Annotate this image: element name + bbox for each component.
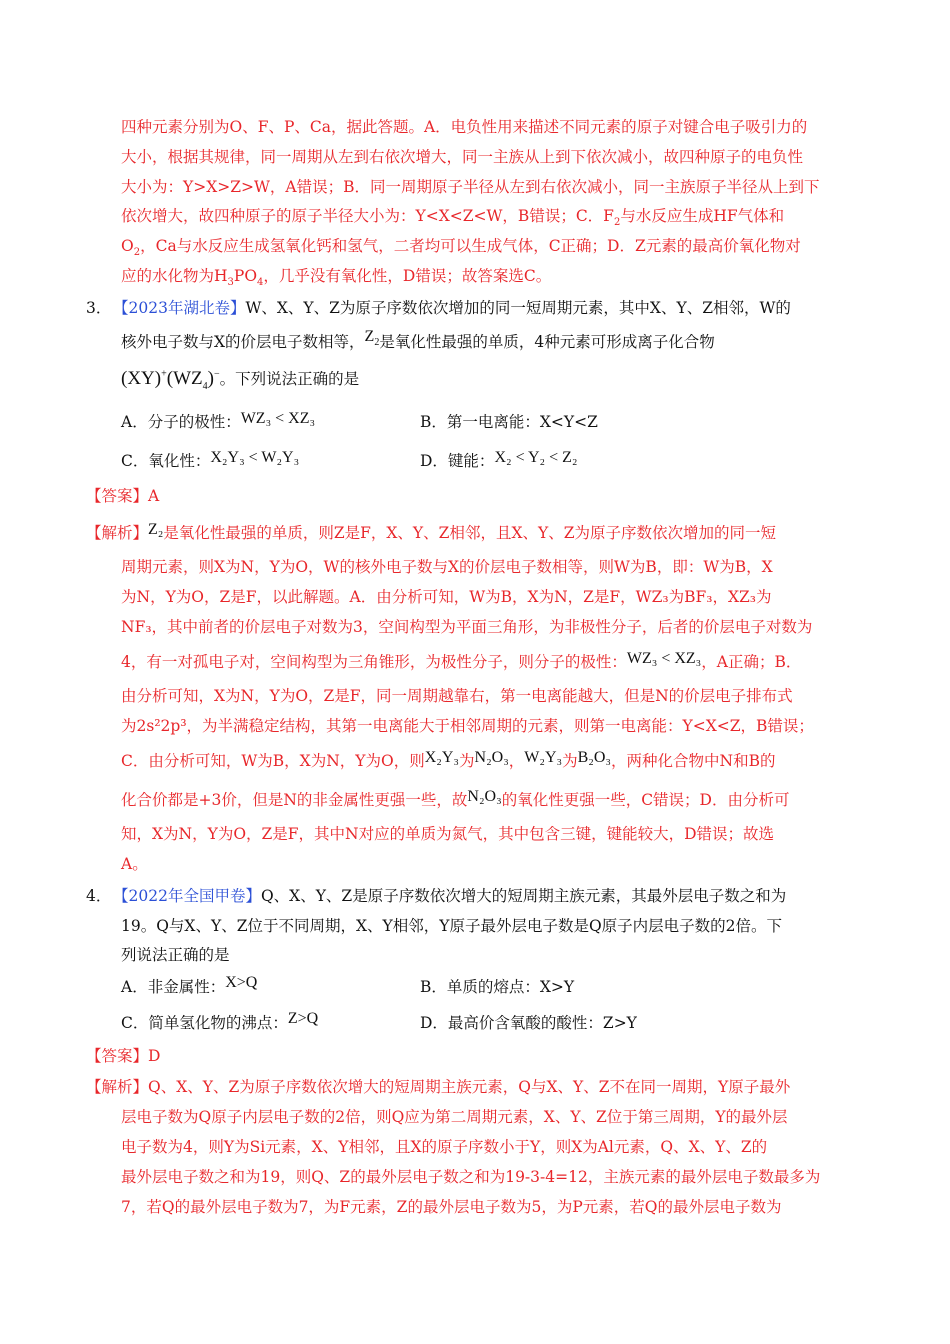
q4-analysis-line-1: 【解析】Q、X、Y、Z为原子序数依次增大的短周期主族元素，Q与X、Y、Z不在同一周期，Y原子最外 [86,1078,791,1096]
q4-answer: 【答案】D [86,1047,161,1065]
top-explanation-line-2: 大小，根据其规律，同一周期从左到右依次增大，同一主族从上到下依次减小，故四种原子的电负性 [121,148,804,166]
q3-analysis-line-6: 由分析可知，X为N，Y为O，Z是F，同一周期越靠右，第一电离能越大，但是N的价层电子排布式 [121,687,793,705]
q4-number: 4． [86,887,112,905]
top-explanation-line-6: 应的水化物为$H_3PO_4$，几乎没有氧化性，D错误；故答案选C。 [121,267,552,289]
q4-option-d: D．最高价含氧酸的酸性：Z>Y [420,1014,637,1032]
q3-stem-line-2: 核外电子数与X的价层电子数相等，$Z_2$是氧化性最强的单质，4种元素可形成离子化合物 [121,328,715,351]
q4-analysis-line-3: 电子数为4，则Y为Si元素，X、Y相邻，且X的原子序数小于Y，则X为Al元素，Q、X、Y、Z的 [121,1138,768,1156]
q3-analysis-line-3: 为N，Y为O，Z是F，以此解题。A．由分析可知，W为B，X为N，Z是F，WZ₃为BF₃，XZ₃为 [121,588,772,606]
q3-analysis-line-9: 化合价都是+3价，但是N的非金属性更强一些，故N₂O₃的氧化性更强一些，C错误；D．由分析可 [121,788,790,809]
q4-analysis-line-5: 7，若Q的最外层电子数为7，为F元素，Z的最外层电子数为5，为P元素，若Q的最外层电子数为 [121,1198,782,1216]
q3-stem-line-3: $(XY)^+(WZ_4)^-$。下列说法正确的是 [121,368,360,392]
q3-option-b: B．第一电离能：X<Y<Z [420,413,598,431]
q3-analysis-line-8: C．由分析可知，W为B，X为N，Y为O，则X₂Y₃为N₂O₃，W₂Y₃为B₂O₃，两种化合物中N和B的 [121,749,776,770]
q3-number: 3． [86,299,112,317]
q3-source: 【2023年湖北卷】 [113,299,246,317]
q4-option-b: B．单质的熔点：X>Y [420,978,575,996]
q3-option-d: D．键能：X₂ < Y₂ < Z₂ [420,449,578,470]
q4-source: 【2022年全国甲卷】 [113,887,261,905]
q4-stem-line-2: 19。Q与X、Y、Z位于不同周期，X、Y相邻，Y原子最外层电子数是Q原子内层电子数的2倍。下 [121,917,783,935]
top-explanation-line-5: $O_2$，Ca与水反应生成氢氧化钙和氢气，二者均可以生成气体，C正确；D．Z元素的最高价氧化物对 [121,237,801,259]
q4-stem-line-3: 列说法正确的是 [121,946,230,964]
q3-analysis-line-1: 【解析】Z₂是氧化性最强的单质，则Z是F，X、Y、Z相邻，且X、Y、Z为原子序数依次增加的同一短 [86,521,776,542]
q3-option-a: A．分子的极性：WZ₃ < XZ₃ [121,410,316,431]
q3-analysis-line-7: 为2s²2p³，为半满稳定结构，其第一电离能大于相邻周期的元素，则第一电离能：Y<X<Z，B错误； [121,717,814,735]
q4-option-a: A．非金属性：X>Q [121,974,258,996]
top-explanation-line-3: 大小为：Y>X>Z>W，A错误；B．同一周期原子半径从左到右依次减小，同一主族原子半径从上到下 [121,178,820,196]
q4-analysis-line-2: 层电子数为Q原子内层电子数的2倍，则Q应为第二周期元素，X、Y、Z位于第三周期，Y的最外层 [121,1108,788,1126]
top-explanation-line-4: 依次增大，故四种原子的原子半径大小为：Y<X<Z<W，B错误；C．$F_2$与水反应生成HF气体和 [121,207,785,229]
q3-analysis-line-5: 4，有一对孤电子对，空间构型为三角锥形，为极性分子，则分子的极性：WZ₃ < XZ₃，A正确；B． [121,650,802,671]
q3-stem-line-1: 【2023年湖北卷】W、X、Y、Z为原子序数依次增加的同一短周期元素，其中X、Y、Z相邻，W的 [113,299,791,317]
q3-option-c: C．氧化性：X₂Y₃ < W₂Y₃ [121,449,300,470]
q4-analysis-line-4: 最外层电子数之和为19，则Q、Z的最外层电子数之和为19-3-4=12，主族元素的最外层电子数最多为 [121,1168,821,1186]
q3-analysis-line-2: 周期元素，则X为N，Y为O，W的核外电子数与X的价层电子数相等，则W为B，即：W为B，X [121,558,773,576]
q4-stem-line-1: 【2022年全国甲卷】Q、X、Y、Z是原子序数依次增大的短周期主族元素，其最外层电子数之和为 [113,887,787,905]
q3-analysis-line-10: 知，X为N，Y为O，Z是F，其中N对应的单质为氮气，其中包含三键，键能较大，D错误；故选 [121,825,775,843]
q3-ionic-formula: $(XY)^+(WZ_4)^-$ [121,368,220,392]
top-explanation-line-1: 四种元素分别为O、F、P、Ca，据此答题。A．电负性用来描述不同元素的原子对键合电子吸引力的 [121,118,808,136]
q4-option-c: C．简单氢化物的沸点：Z>Q [121,1010,319,1032]
q3-answer: 【答案】A [86,487,160,505]
q3-analysis-line-11: A。 [121,855,148,873]
q3-analysis-line-4: NF₃，其中前者的价层电子对数为3，空间构型为平面三角形，为非极性分子，后者的价层电子对数为 [121,618,813,636]
